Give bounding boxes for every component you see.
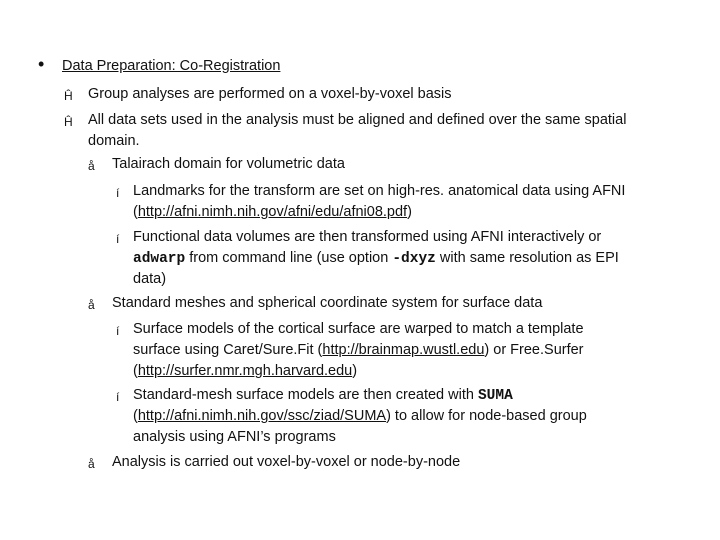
bullet-level3-icon: í [116, 186, 120, 200]
text-surface-line2: surface using Caret/Sure.Fit (http://brainmap.wustl.edu) or Free.Surfer [133, 342, 584, 358]
bullet-level2-icon: å [88, 457, 95, 471]
text-functional-line1: Functional data volumes are then transformed using AFNI interactively or [133, 229, 602, 245]
slide-heading: Data Preparation: Co-Registration [62, 58, 281, 74]
text-talairach: Talairach domain for volumetric data [112, 156, 345, 172]
link-afni08[interactable]: http://afni.nimh.nih.gov/afni/edu/afni08.pdf [137, 204, 408, 220]
link-brainmap[interactable]: http://brainmap.wustl.edu [322, 342, 485, 358]
text-mesh-line2: (http://afni.nimh.nih.gov/ssc/ziad/SUMA) to allow for node-based group [133, 408, 587, 424]
text-analysis: Analysis is carried out voxel-by-voxel or node-by-node [112, 454, 461, 470]
link-suma[interactable]: http://afni.nimh.nih.gov/ssc/ziad/SUMA [137, 408, 387, 424]
bullet-level2-icon: å [88, 159, 95, 173]
option-dxyz: -dxyz [392, 251, 436, 267]
bullet-level1-icon: Ĥ [64, 115, 73, 129]
bullet-level3-icon: í [116, 232, 120, 246]
text-functional-line3: data) [133, 271, 167, 287]
bullet-level3-icon: í [116, 324, 120, 338]
bullet-level3-icon: í [116, 390, 120, 404]
text-landmarks-line2: (http://afni.nimh.nih.gov/afni/edu/afni08.pdf) [133, 204, 412, 220]
text-group-analyses: Group analyses are performed on a voxel-by-voxel basis [88, 86, 452, 102]
text-standard-meshes: Standard meshes and spherical coordinate system for surface data [112, 295, 543, 311]
text-aligned-line2: domain. [88, 133, 140, 149]
text-mesh-line3: analysis using AFNI’s programs [133, 429, 336, 445]
bullet-level1-icon: Ĥ [64, 89, 73, 103]
text-mesh-line1: Standard-mesh surface models are then created with SUMA [133, 387, 513, 404]
text-functional-line2: adwarp from command line (use option -dxyz with same resolution as EPI [133, 250, 619, 267]
text-surface-line1: Surface models of the cortical surface are warped to match a template [133, 321, 584, 337]
cmd-adwarp: adwarp [133, 251, 186, 267]
cmd-suma: SUMA [477, 388, 513, 404]
text-landmarks-line1: Landmarks for the transform are set on high-res. anatomical data using AFNI [133, 183, 626, 199]
link-freesurfer[interactable]: http://surfer.nmr.mgh.harvard.edu [137, 363, 353, 379]
bullet-dot-icon: • [38, 54, 45, 74]
text-surface-line3: (http://surfer.nmr.mgh.harvard.edu) [133, 363, 358, 379]
text-aligned-line1: All data sets used in the analysis must be aligned and defined over the same spatial [88, 112, 627, 128]
bullet-level2-icon: å [88, 298, 95, 312]
